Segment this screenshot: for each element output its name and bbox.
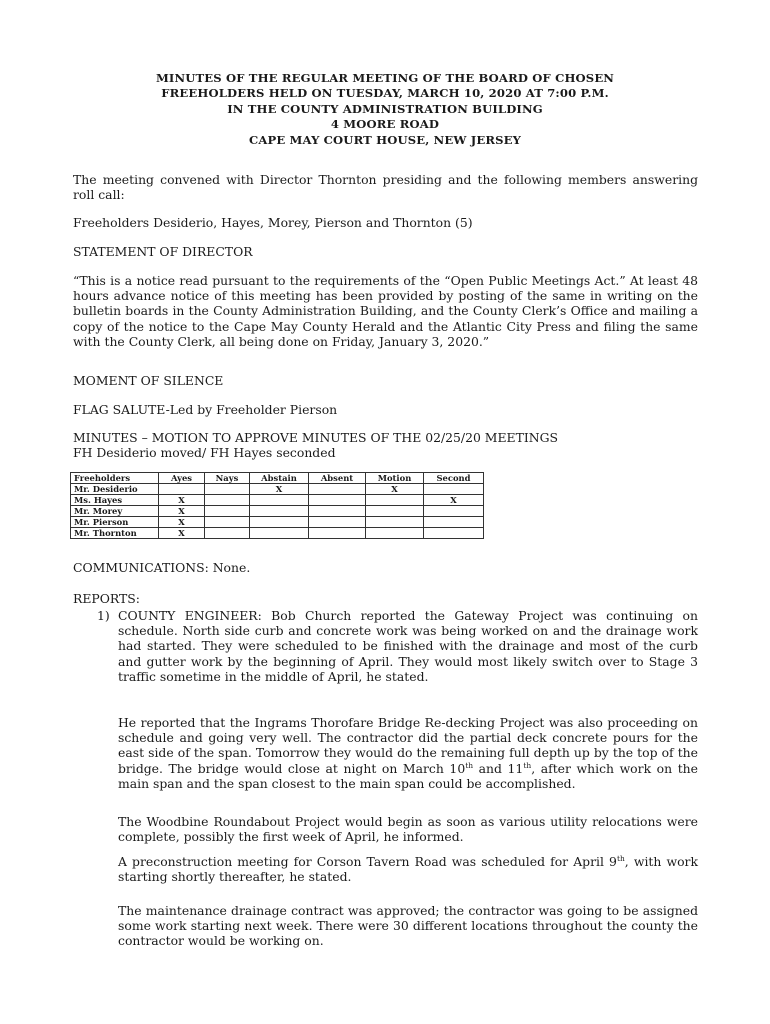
statement-body: “This is a notice read pursuant to the requirements of the “Open Public Meetings Act.” At least 48 hours advance notice of this meeting has been provided by posting of the same in writing on the bulletin boards in the County Administration Building, and the County Clerk’s Office and mailing a copy of the notice to the Cape May County Herald and the Atlantic City Press and filing the same with the County Clerk, all being done on Friday, January 3, 2020.” — [73, 273, 698, 349]
communications-line: COMMUNICATIONS: None. — [73, 560, 251, 575]
document-title — [60, 71, 710, 148]
paragraph-text: and 11 — [473, 760, 524, 776]
paragraph-text: A preconstruction meeting for Corson Tavern Road was scheduled for April 9 — [118, 854, 617, 869]
header-motion: Motion — [366, 473, 424, 484]
nays-cell — [205, 495, 250, 506]
report-item-number: 1) — [97, 608, 110, 623]
table-row — [71, 517, 484, 528]
title-line-2: FREEHOLDERS HELD ON TUESDAY, MARCH 10, 2020 AT 7:00 P.M. — [161, 86, 609, 101]
table-row — [71, 528, 484, 539]
superscript-th: th — [616, 854, 625, 863]
table-row — [71, 495, 484, 506]
nays-cell — [205, 506, 250, 517]
engineer-report-paragraph-5: The maintenance drainage contract was approved; the contractor was going to be assigned some work starting next week. There were 30 different locations throughout the county the contractor would be working on. — [118, 903, 698, 949]
absent-cell — [309, 517, 366, 528]
second-cell — [424, 484, 484, 495]
second-cell — [424, 528, 484, 539]
freeholder-name: Mr. Desiderio — [71, 484, 159, 495]
ayes-cell: X — [159, 495, 205, 506]
freeholder-name: Mr. Morey — [71, 506, 159, 517]
abstain-cell — [250, 495, 309, 506]
table-row — [71, 484, 484, 495]
title-line-4: 4 MOORE ROAD — [330, 117, 440, 132]
engineer-report-paragraph-2 — [118, 715, 698, 791]
ayes-cell: X — [159, 528, 205, 539]
motion-cell: X — [366, 484, 424, 495]
reports-heading: REPORTS: — [73, 591, 140, 606]
vote-table-header — [71, 473, 484, 484]
abstain-cell: X — [250, 484, 309, 495]
header-abstain: Abstain — [250, 473, 309, 484]
paragraph-text: , with work starting shortly thereafter, he stated. — [118, 854, 698, 885]
second-cell — [424, 506, 484, 517]
title-line-5: CAPE MAY COURT HOUSE, NEW JERSEY — [248, 132, 522, 147]
engineer-report-paragraph-4 — [118, 854, 698, 884]
nays-cell — [205, 528, 250, 539]
statement-heading: STATEMENT OF DIRECTOR — [73, 244, 253, 259]
absent-cell — [309, 528, 366, 539]
engineer-report-paragraph-3: The Woodbine Roundabout Project would begin as soon as various utility relocations were complete, possibly the first week of April, he informed. — [118, 814, 698, 845]
absent-cell — [309, 484, 366, 495]
freeholder-name: Ms. Hayes — [71, 495, 159, 506]
table-row — [71, 506, 484, 517]
motion-cell — [366, 517, 424, 528]
header-freeholders: Freeholders — [71, 473, 159, 484]
minutes-motion-line: MINUTES – MOTION TO APPROVE MINUTES OF THE 02/25/20 MEETINGS — [73, 430, 558, 445]
header-second: Second — [424, 473, 484, 484]
roll-call-line: Freeholders Desiderio, Hayes, Morey, Pierson and Thornton (5) — [73, 215, 473, 230]
superscript-th: th — [465, 760, 474, 770]
abstain-cell — [250, 506, 309, 517]
freeholder-name: Mr. Pierson — [71, 517, 159, 528]
paragraph-text: , after which work on the main span and the span closest to the main span could be accomplished. — [118, 760, 698, 791]
title-line-3: IN THE COUNTY ADMINISTRATION BUILDING — [227, 101, 543, 116]
convened-paragraph: The meeting convened with Director Thornton presiding and the following members answering roll call: — [73, 172, 698, 203]
freeholder-name: Mr. Thornton — [71, 528, 159, 539]
absent-cell — [309, 495, 366, 506]
second-cell — [424, 517, 484, 528]
ayes-cell — [159, 484, 205, 495]
ayes-cell: X — [159, 506, 205, 517]
absent-cell — [309, 506, 366, 517]
ayes-cell: X — [159, 517, 205, 528]
second-cell: X — [424, 495, 484, 506]
superscript-th: th — [523, 760, 532, 770]
flag-salute: FLAG SALUTE-Led by Freeholder Pierson — [73, 402, 338, 417]
minutes-motion-movers: FH Desiderio moved/ FH Hayes seconded — [73, 445, 336, 460]
title-line-1: MINUTES OF THE REGULAR MEETING OF THE BOARD OF CHOSEN — [155, 71, 615, 85]
vote-table — [70, 472, 484, 539]
motion-cell — [366, 528, 424, 539]
paragraph-text: He reported that the Ingrams Thorofare Bridge Re-decking Project was also proceeding on schedule and going very well. The contractor did the partial deck concrete pours for the east side of the span. Tomorrow they would do the remaining full depth up by the top of the bridge. The bridge would close at night on March 10 — [118, 715, 698, 776]
abstain-cell — [250, 517, 309, 528]
header-absent: Absent — [309, 473, 366, 484]
moment-of-silence: MOMENT OF SILENCE — [73, 373, 224, 388]
motion-cell — [366, 506, 424, 517]
header-ayes: Ayes — [159, 473, 205, 484]
nays-cell — [205, 484, 250, 495]
nays-cell — [205, 517, 250, 528]
header-nays: Nays — [205, 473, 250, 484]
abstain-cell — [250, 528, 309, 539]
engineer-report-paragraph-1: COUNTY ENGINEER: Bob Church reported the Gateway Project was continuing on schedule. North side curb and concrete work was being worked on and the drainage work had started. They were scheduled to be finished with the drainage and most of the curb and gutter work by the beginning of April. They would most likely switch over to Stage 3 traffic sometime in the middle of April, he stated. — [118, 608, 698, 684]
motion-cell — [366, 495, 424, 506]
